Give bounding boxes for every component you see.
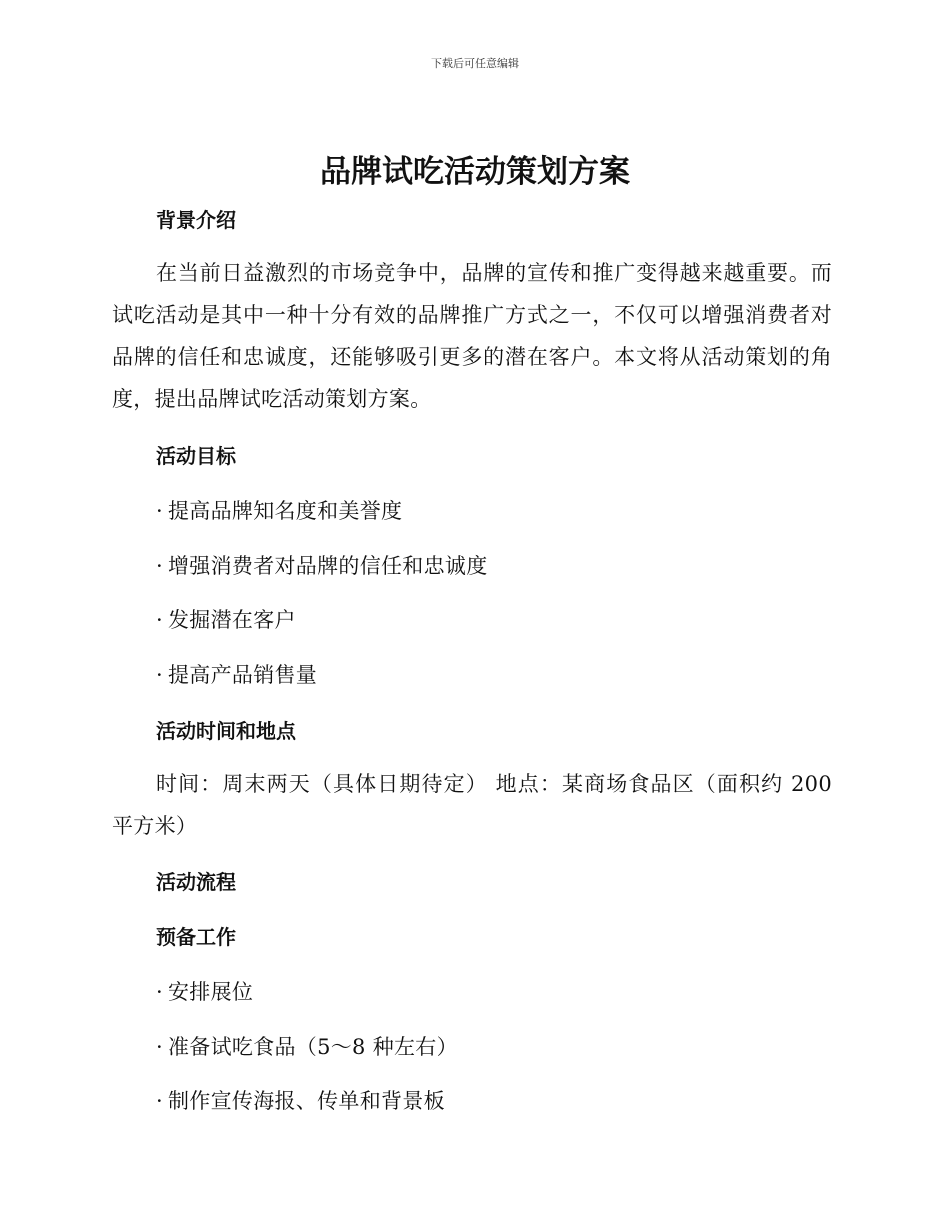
heading-background: 背景介绍 xyxy=(156,208,236,232)
heading-time-place: 活动时间和地点 xyxy=(156,719,296,743)
bullet-icon: · xyxy=(156,1089,163,1113)
heading-process: 活动流程 xyxy=(156,870,236,894)
list-item-text: 安排展位 xyxy=(168,980,254,1004)
list-item-text: 提高品牌知名度和美誉度 xyxy=(168,499,403,523)
paragraph-background: 在当前日益激烈的市场竞争中，品牌的宣传和推广变得越来越重要。而试吃活动是其中一种十分有效的品牌推广方式之一，不仅可以增强消费者对品牌的信任和忠诚度，还能够吸引更多的潜在客户。本文将从活动策划的角度，提出品牌试吃活动策划方案。 xyxy=(112,261,832,411)
list-item-text: 发掘潜在客户 xyxy=(168,608,296,632)
header-note: 下载后可任意编辑 xyxy=(431,57,519,70)
list-item xyxy=(112,1032,876,1062)
list-item-text: 制作宣传海报、传单和背景板 xyxy=(168,1089,445,1113)
list-item xyxy=(112,660,876,690)
paragraph-time-place: 时间：周末两天（具体日期待定） 地点：某商场食品区（面积约 200 平方米） xyxy=(112,772,832,838)
list-item xyxy=(112,496,876,526)
bullet-icon: · xyxy=(156,663,163,687)
page-title: 品牌试吃活动策划方案 xyxy=(320,154,630,190)
bullet-icon: · xyxy=(156,554,163,578)
heading-goals: 活动目标 xyxy=(156,444,236,468)
list-item xyxy=(112,977,876,1007)
list-item-text: 提高产品销售量 xyxy=(168,663,318,687)
list-item xyxy=(112,551,876,581)
bullet-icon: · xyxy=(156,980,163,1004)
bullet-icon: · xyxy=(156,1035,163,1059)
bullet-icon: · xyxy=(156,608,163,632)
list-item-text: 增强消费者对品牌的信任和忠诚度 xyxy=(168,554,488,578)
bullet-icon: · xyxy=(156,499,163,523)
list-item xyxy=(112,1086,876,1116)
list-item xyxy=(112,605,876,635)
list-item-text: 准备试吃食品（5～8 种左右） xyxy=(168,1035,458,1059)
heading-preparation: 预备工作 xyxy=(156,925,236,949)
